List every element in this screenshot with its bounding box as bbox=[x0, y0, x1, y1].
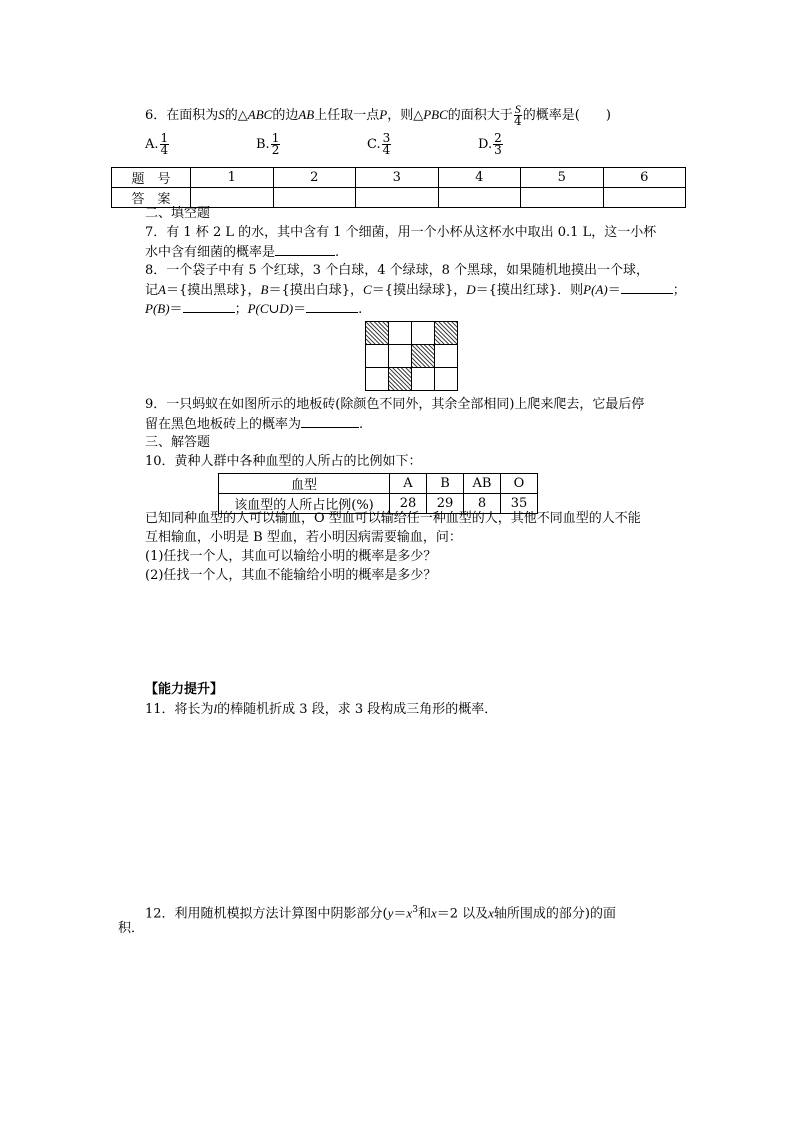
question-10-line-1: 已知同种血型的人可以输血，O 型血可以输给任一种血型的人，其他不同血型的人不能 bbox=[145, 511, 641, 526]
question-10-intro: 10．黄种人群中各种血型的人所占的比例如下： bbox=[145, 454, 422, 469]
section-heading: 二、填空题 bbox=[145, 206, 211, 221]
q8-var: P(A) bbox=[583, 282, 608, 297]
fraction-numerator: 1 bbox=[271, 131, 280, 145]
ability-heading: 【能力提升】 bbox=[145, 682, 224, 697]
q9-text: . bbox=[359, 417, 364, 432]
choice-fraction bbox=[493, 133, 503, 156]
table-header-cell: AB bbox=[464, 474, 501, 494]
q6-var: P bbox=[379, 107, 388, 122]
light-tile bbox=[388, 321, 412, 345]
q11-text: 11．将长为 bbox=[145, 702, 214, 717]
q12-exponent: 3 bbox=[412, 905, 418, 915]
table-header-cell: B bbox=[427, 474, 464, 494]
fraction-denominator: 3 bbox=[494, 143, 502, 157]
q8-text: ＝{摸出白球}， bbox=[268, 283, 364, 298]
q8-text: 记 bbox=[145, 283, 159, 298]
table-cell: 28 bbox=[390, 494, 427, 514]
answer-blank[interactable] bbox=[301, 415, 359, 428]
choice-c bbox=[367, 133, 392, 156]
table-row bbox=[112, 168, 686, 188]
dark-tile bbox=[411, 344, 435, 368]
q8-var: P(B) bbox=[145, 301, 170, 316]
q6-var: PBC bbox=[423, 107, 448, 122]
table-cell: 29 bbox=[427, 494, 464, 514]
q8-var: C bbox=[363, 282, 372, 297]
fraction-denominator: 4 bbox=[513, 114, 522, 128]
question-12-line-1 bbox=[145, 901, 616, 923]
table-cell: 2 bbox=[273, 168, 356, 188]
choice-fraction bbox=[160, 133, 170, 156]
q6-text: 6．在面积为 bbox=[145, 108, 219, 123]
answer-cell[interactable] bbox=[356, 188, 439, 208]
table-cell: 8 bbox=[464, 494, 501, 514]
answer-cell[interactable] bbox=[521, 188, 604, 208]
choice-label: D. bbox=[478, 137, 493, 152]
q8-text: . bbox=[358, 302, 363, 317]
fraction-denominator: 4 bbox=[382, 143, 391, 157]
q12-text: ＝2 以及 bbox=[436, 906, 489, 922]
q11-text: 的棒随机折成 3 段，求 3 段构成三角形的概率． bbox=[217, 702, 498, 717]
answer-cell[interactable] bbox=[273, 188, 356, 208]
q12-var: x bbox=[406, 905, 413, 921]
question-8-line-3 bbox=[145, 300, 362, 319]
q8-text: ＝ bbox=[169, 302, 183, 317]
q8-text: ＝{摸出红球}．则 bbox=[475, 283, 584, 298]
q6-text: 上任取一点 bbox=[314, 108, 380, 123]
table-row bbox=[219, 474, 538, 494]
q8-text: ＝{摸出黑球}， bbox=[165, 283, 261, 298]
q6-var: AB bbox=[298, 107, 315, 122]
q6-text: 的△ bbox=[224, 108, 248, 123]
q8-var: B bbox=[260, 282, 269, 297]
choice-a bbox=[145, 133, 170, 156]
q11-var: l bbox=[213, 701, 218, 716]
q6-text: 的面积大于 bbox=[447, 108, 513, 123]
light-tile bbox=[434, 344, 458, 368]
fraction-numerator: S bbox=[514, 102, 521, 116]
fraction-denominator: 4 bbox=[160, 143, 169, 157]
question-10-line-2: 互相输血，小明是 B 型血，若小明因病需要输血，问： bbox=[145, 530, 462, 545]
choice-fraction bbox=[382, 133, 392, 156]
light-tile bbox=[411, 321, 435, 345]
table-header-cell: A bbox=[390, 474, 427, 494]
q8-var: A bbox=[158, 282, 166, 297]
q12-var: x bbox=[430, 905, 437, 921]
q12-text: ＝ bbox=[393, 906, 407, 922]
choice-label: C. bbox=[367, 137, 381, 152]
question-6 bbox=[145, 104, 611, 127]
question-10-sub-1: (1)任找一个人，其血可以输给小明的概率是多少？ bbox=[145, 549, 437, 564]
table-header-cell: 血型 bbox=[219, 474, 390, 494]
choice-d bbox=[478, 133, 504, 156]
q8-var: P(C∪D) bbox=[247, 301, 294, 316]
q12-text: 和 bbox=[417, 906, 431, 922]
q6-text: ，则△ bbox=[387, 108, 424, 123]
choice-b bbox=[256, 133, 281, 156]
table-header-cell: 题 号 bbox=[112, 168, 191, 188]
floor-tile-figure bbox=[365, 321, 457, 390]
table-cell: 该血型的人所占比例(%) bbox=[219, 494, 390, 514]
dark-tile bbox=[388, 367, 412, 391]
fraction-numerator: 3 bbox=[382, 131, 391, 145]
question-8-line-1: 8．一个袋子中有 5 个红球，3 个白球，4 个绿球，8 个黑球，如果随机地摸出一个球， bbox=[145, 263, 650, 278]
light-tile bbox=[365, 344, 389, 368]
q6-var: ABC bbox=[247, 107, 273, 122]
q12-var: y bbox=[387, 905, 394, 921]
question-7-line-2 bbox=[145, 243, 339, 262]
fraction-numerator: 2 bbox=[494, 131, 502, 145]
table-cell: 35 bbox=[501, 494, 538, 514]
question-7-line-1: 7．有 1 杯 2 L 的水，其中含有 1 个细菌，用一个小杯从这杯水中取出 0.1 L，这一小杯 bbox=[145, 225, 657, 240]
q6-text: 的概率是( ) bbox=[522, 108, 611, 123]
question-11 bbox=[145, 700, 497, 719]
q6-text: 的边 bbox=[272, 108, 299, 123]
answer-blank[interactable] bbox=[183, 300, 235, 313]
question-10-sub-2: (2)任找一个人，其血不能输给小明的概率是多少？ bbox=[145, 568, 437, 583]
answer-table bbox=[111, 167, 686, 208]
question-9-line-1: 9．一只蚂蚁在如图所示的地板砖(除颜色不同外，其余全部相同)上爬来爬去，它最后停 bbox=[145, 397, 645, 412]
table-cell: 3 bbox=[356, 168, 439, 188]
light-tile bbox=[411, 367, 435, 391]
table-cell: 6 bbox=[603, 168, 686, 188]
q8-var: D bbox=[466, 282, 476, 297]
answer-blank[interactable] bbox=[275, 243, 335, 256]
light-tile bbox=[388, 344, 412, 368]
q8-text: ； bbox=[672, 283, 686, 298]
q12-var: x bbox=[488, 905, 494, 921]
q8-text: ＝ bbox=[607, 283, 621, 298]
choice-label: B. bbox=[256, 137, 270, 152]
table-cell: 1 bbox=[191, 168, 274, 188]
q9-text: 留在黑色地板砖上的概率为 bbox=[145, 417, 302, 432]
dark-tile bbox=[434, 321, 458, 345]
q6-var: S bbox=[218, 107, 225, 122]
q7-text: 水中含有细菌的概率是 bbox=[145, 245, 276, 260]
light-tile bbox=[365, 367, 389, 391]
question-9-line-2 bbox=[145, 415, 363, 434]
answer-blank[interactable] bbox=[621, 281, 673, 294]
q8-text: ＝{摸出绿球}， bbox=[371, 283, 467, 298]
answer-cell[interactable] bbox=[438, 188, 521, 208]
table-cell: 5 bbox=[521, 168, 604, 188]
fraction-numerator: 1 bbox=[160, 131, 169, 145]
q8-text: ； bbox=[234, 302, 248, 317]
table-cell: 4 bbox=[438, 168, 521, 188]
section-heading: 三、解答题 bbox=[145, 435, 211, 450]
dark-tile bbox=[365, 321, 389, 345]
answer-cell[interactable] bbox=[603, 188, 686, 208]
table-header-cell: 答 案 bbox=[112, 188, 191, 208]
table-header-cell: O bbox=[501, 474, 538, 494]
choice-label: A. bbox=[145, 137, 159, 152]
q12-text: 12．利用随机模拟方法计算图中阴影部分( bbox=[145, 906, 388, 922]
question-8-line-2 bbox=[145, 281, 686, 300]
q7-text: . bbox=[335, 245, 340, 260]
question-12-line-2: 积． bbox=[118, 921, 145, 936]
light-tile bbox=[434, 367, 458, 391]
fraction-denominator: 2 bbox=[271, 143, 280, 157]
choice-fraction bbox=[271, 133, 281, 156]
blood-type-table bbox=[218, 473, 538, 514]
q6-fraction bbox=[514, 104, 522, 127]
q8-text: ＝ bbox=[293, 302, 307, 317]
q12-text: 轴所围成的部分)的面 bbox=[493, 906, 616, 922]
answer-blank[interactable] bbox=[306, 300, 358, 313]
